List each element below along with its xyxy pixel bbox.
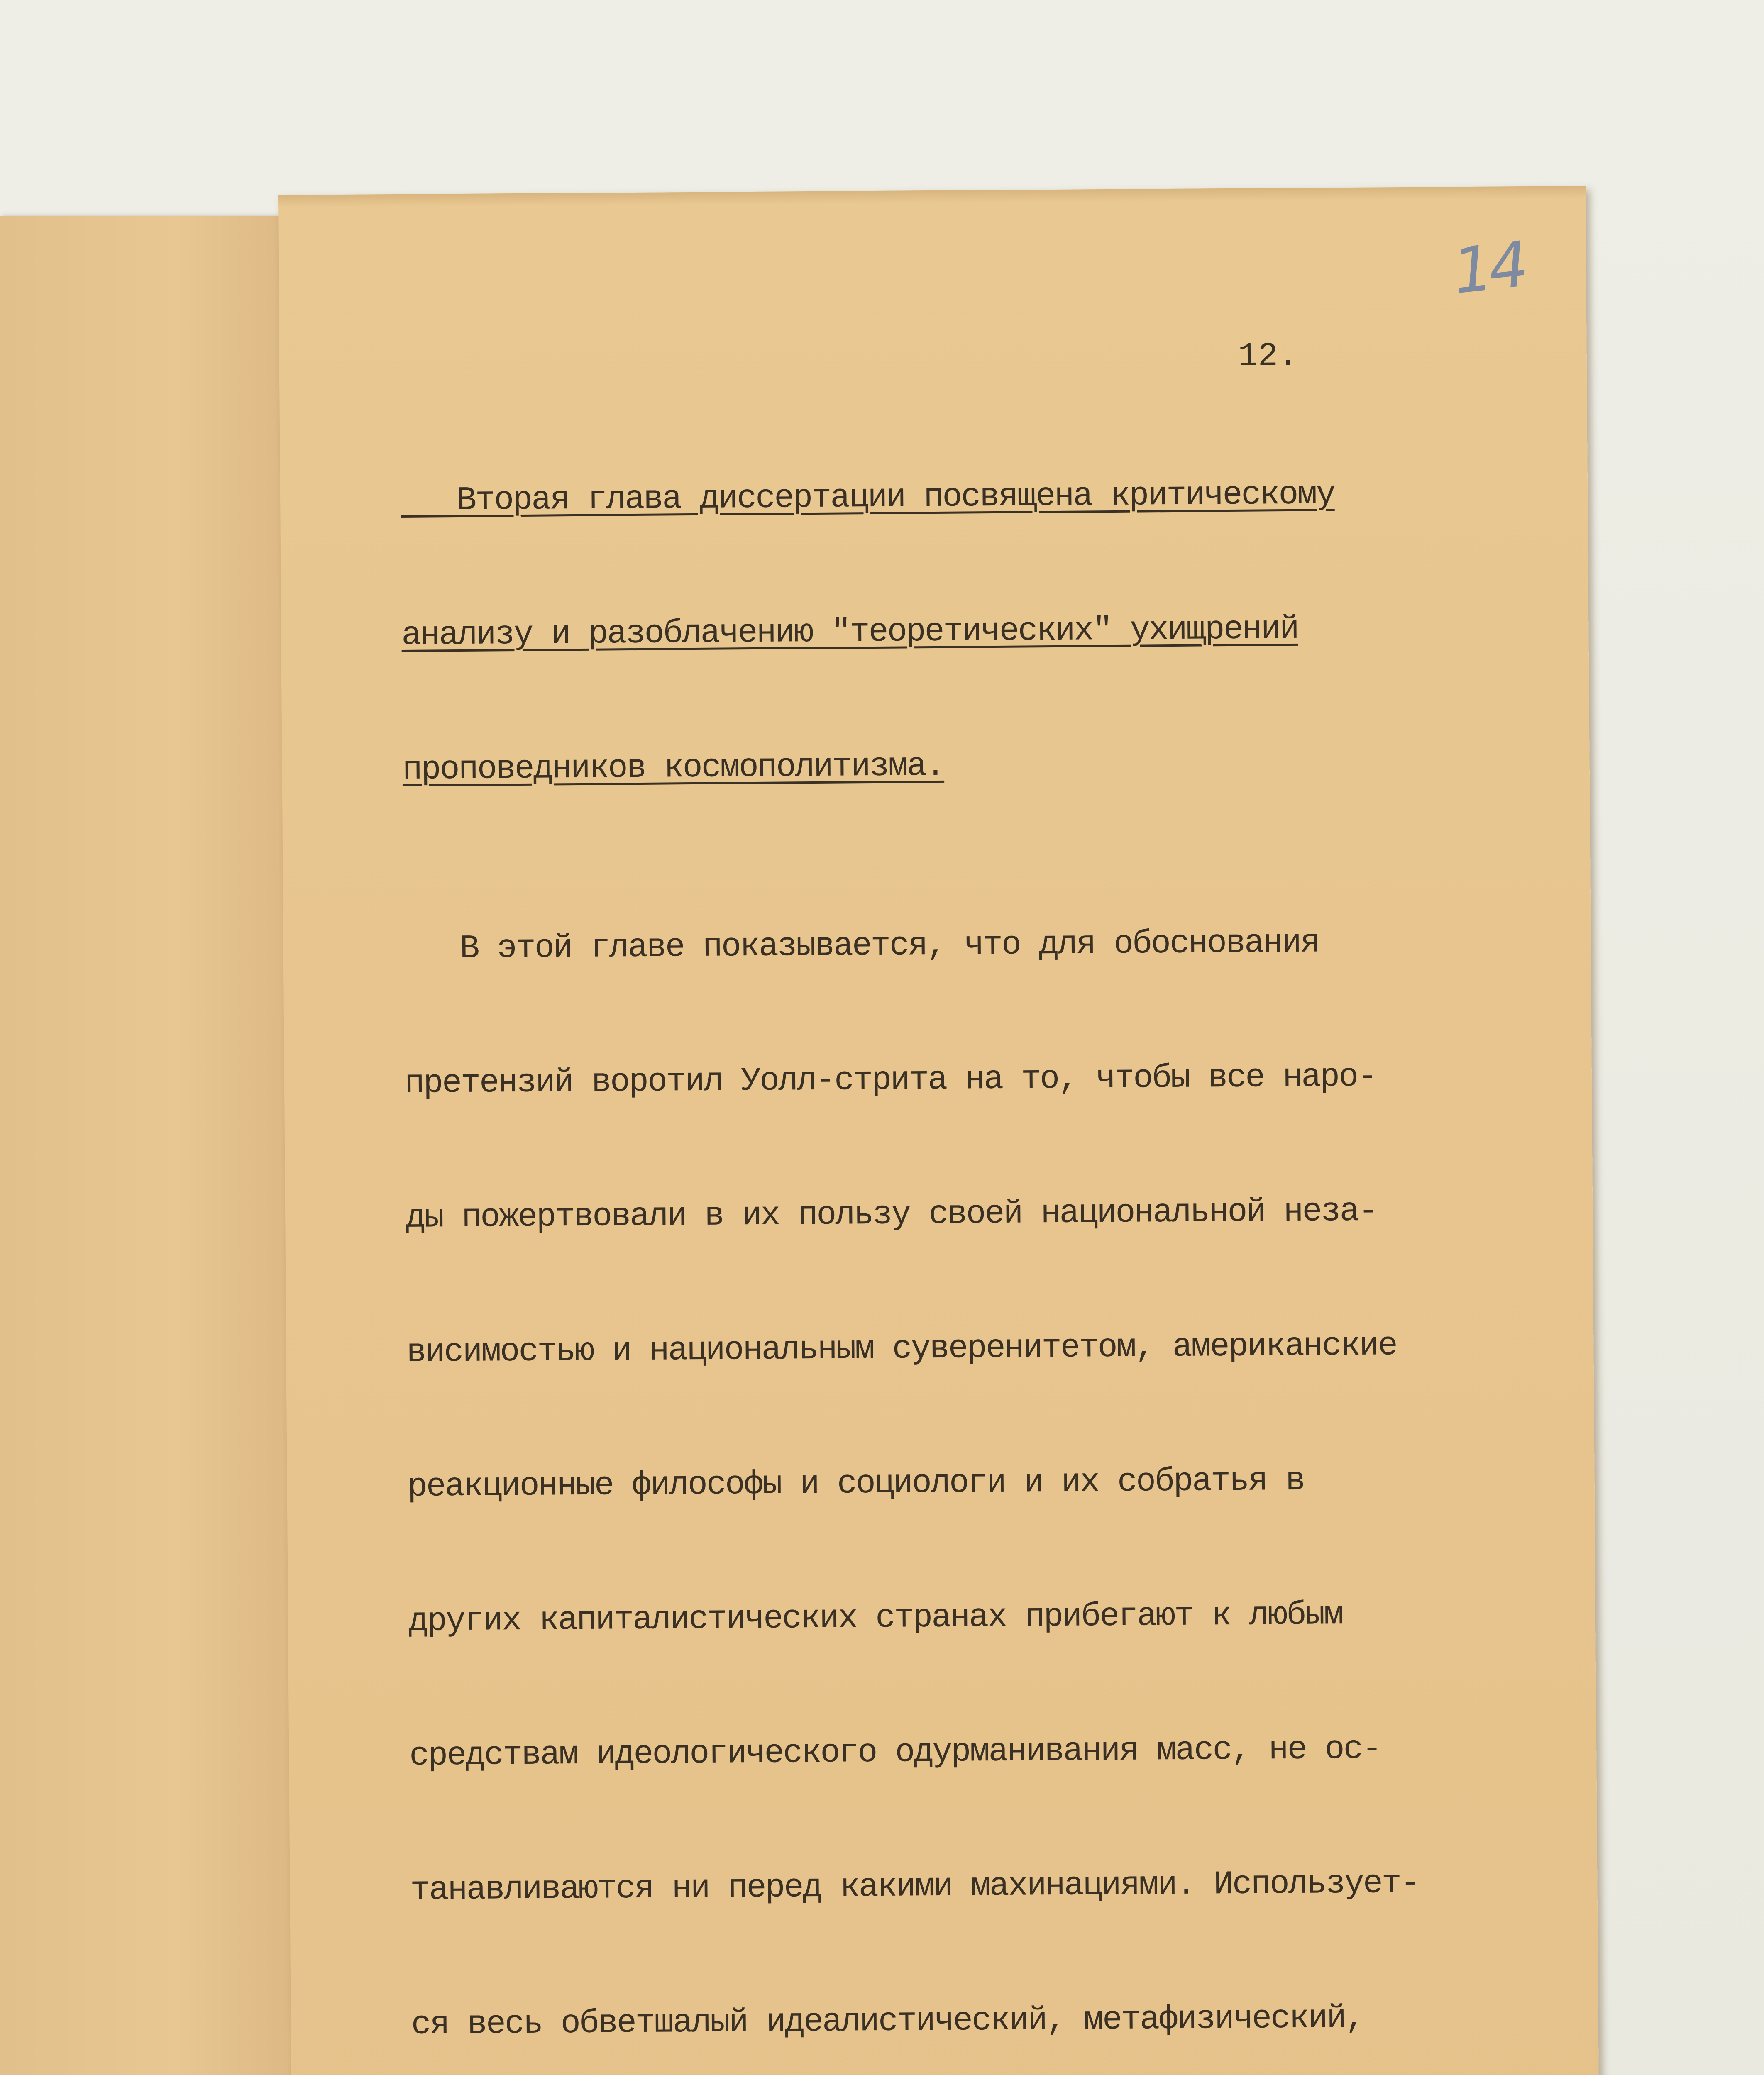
handwritten-folio-number: 14 bbox=[1449, 228, 1528, 308]
heading-line: анализу и разоблачению "теоретических" ухищрений bbox=[401, 610, 1299, 654]
typewritten-text bbox=[400, 381, 1571, 2075]
heading-line: проповедников космополитизма. bbox=[402, 747, 945, 789]
text-line: висимостью и национальным суверенитетом, американские bbox=[406, 1327, 1397, 1372]
page-number: 12. bbox=[1238, 337, 1298, 376]
text-line: танавливаются ни перед какими махинациями. Использует- bbox=[410, 1864, 1420, 1909]
text-line: реакционные философы и социологи и их собратья в bbox=[407, 1462, 1305, 1506]
text-line: средствам идеологического одурманивания масс, не ос- bbox=[409, 1730, 1381, 1775]
document-page bbox=[278, 186, 1599, 2075]
text-line: претензий воротил Уолл-стрита на то, чтобы все наро- bbox=[404, 1058, 1376, 1103]
heading-line: Вторая глава диссертации посвящена критическому bbox=[400, 476, 1335, 520]
text-line: других капиталистических странах прибегают к любым bbox=[408, 1596, 1343, 1640]
text-line: ды пожертвовали в их пользу своей национальной неза- bbox=[405, 1192, 1377, 1237]
text-line: В этой главе показывается, что для обоснования bbox=[403, 924, 1319, 968]
facing-page bbox=[0, 216, 295, 2075]
text-line: ся весь обветшалый идеалистический, метафизический, bbox=[411, 1999, 1364, 2044]
